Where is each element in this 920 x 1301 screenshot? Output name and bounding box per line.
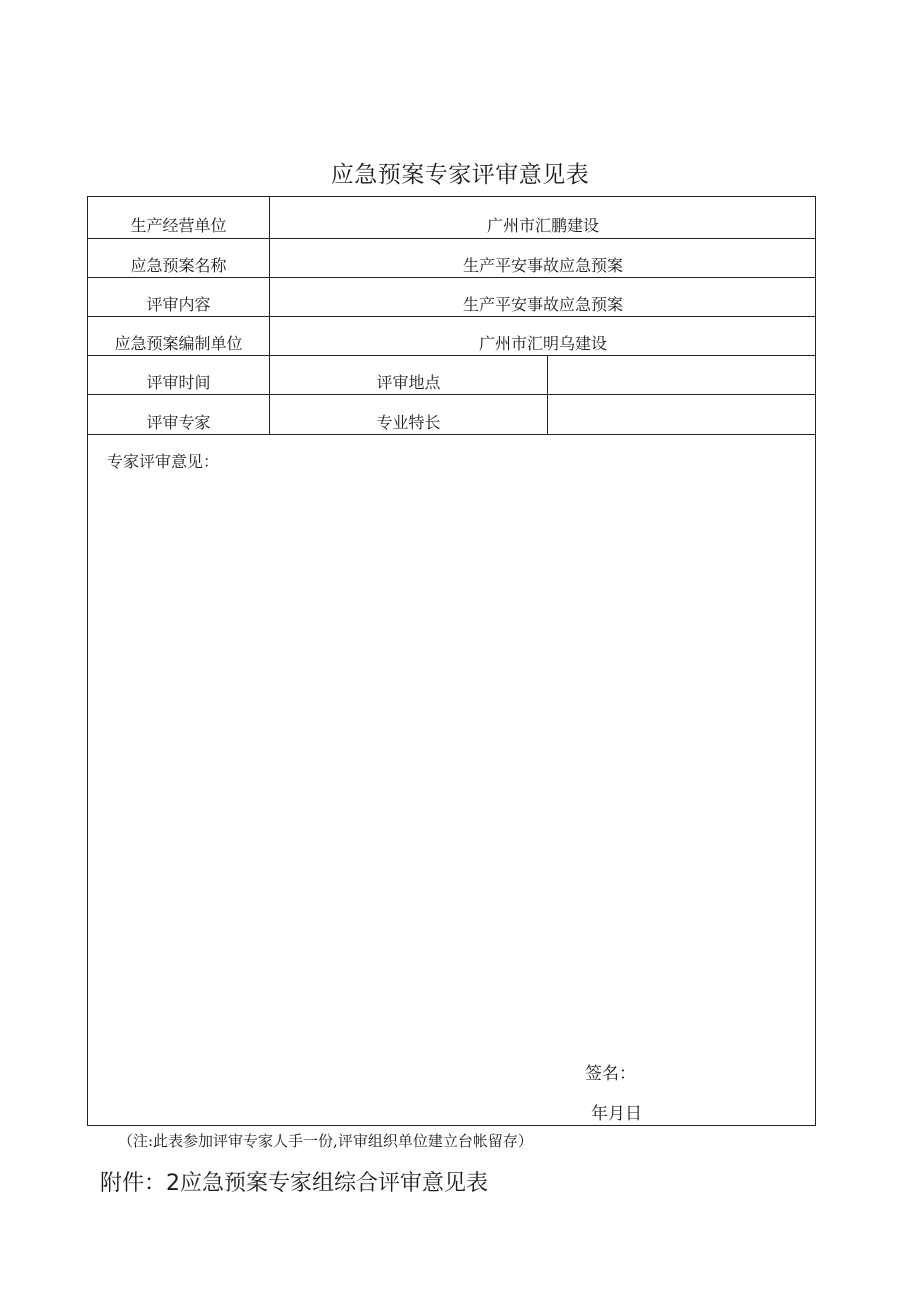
review-place-label: 评审地点 [376,373,441,392]
footnote: （注:此表参加评审专家人手一份,评审组织单位建立台帐留存） [118,1132,533,1150]
specialty-label: 专业特长 [376,413,441,432]
row-divider [88,394,815,395]
review-expert-label: 评审专家 [146,413,211,432]
expert-opinion-label: 专家评审意见： [107,452,220,471]
expert-review-form [87,196,816,1126]
document-title: 应急预案专家评审意见表 [330,162,590,188]
compiler-value: 广州市汇明乌建设 [478,334,607,353]
compiler-label: 应急预案编制单位 [114,334,243,353]
unit-label: 生产经营单位 [130,216,227,235]
row-divider [88,316,815,317]
row-divider [88,355,815,356]
row-divider [88,434,815,435]
review-content-value: 生产平安事故应急预案 [462,295,623,314]
row-divider [88,238,815,239]
attachment-heading: 附件：2应急预案专家组综合评审意见表 [100,1171,488,1196]
row-divider [88,277,815,278]
signature-label: 签名： [585,1064,636,1084]
review-time-label: 评审时间 [146,373,211,392]
unit-value: 广州市汇鹏建设 [486,216,599,235]
date-label: 年月日 [591,1104,642,1124]
column-divider [547,355,548,434]
review-content-label: 评审内容 [146,295,211,314]
plan-name-value: 生产平安事故应急预案 [462,256,623,275]
plan-name-label: 应急预案名称 [130,256,227,275]
